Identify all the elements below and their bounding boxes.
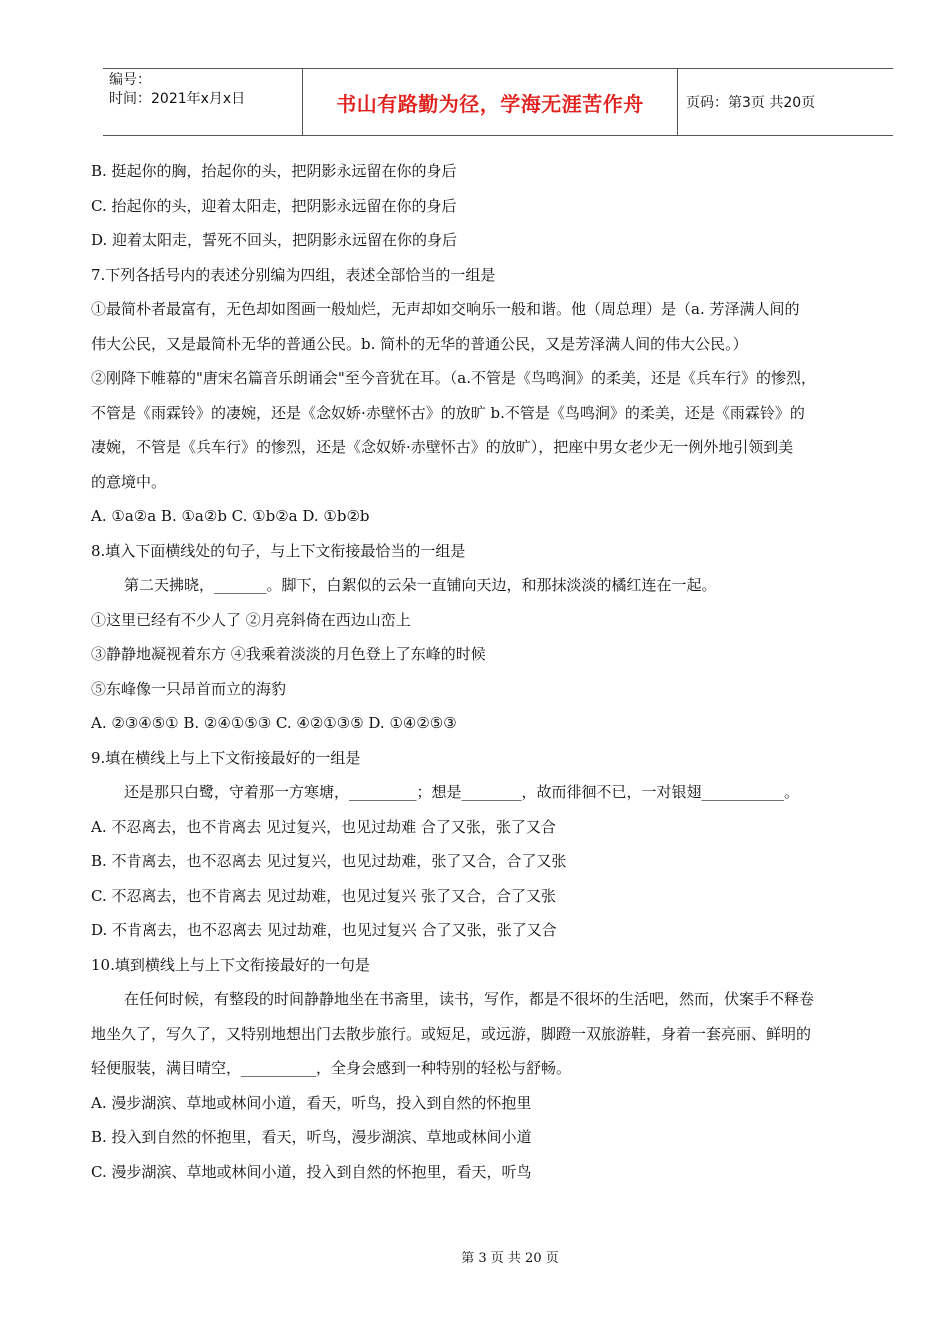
- text-line: B. 投入到自然的怀抱里，看天，听鸟，漫步湖滨、草地或林间小道: [91, 1128, 532, 1146]
- text-line: 轻便服装，满目晴空，__________，全身会感到一种特别的轻松与舒畅。: [91, 1059, 572, 1077]
- question-8: 8.填入下面横线处的句子，与上下文衔接最恰当的一组是: [91, 541, 466, 560]
- text-line: C. 漫步湖滨、草地或林间小道，投入到自然的怀抱里，看天，听鸟: [91, 1162, 532, 1181]
- text-line: ②刚降下帷幕的"唐宋名篇音乐朗诵会"至今音犹在耳。（a.不管是《鸟鸣涧》的柔美，还是《兵车行》的惨烈，: [91, 369, 817, 387]
- text-line: B. 挺起你的胸，抬起你的头，把阴影永远留在你的身后: [91, 162, 457, 180]
- text-line: B. 不肯离去，也不忍离去 见过复兴，也见过劫难，张了又合，合了又张: [91, 852, 567, 870]
- text-line: ③静静地凝视着东方 ④我乘着淡淡的月色登上了东峰的时候: [91, 645, 486, 663]
- question-7: 7.下列各括号内的表述分别编为四组，表述全部恰当的一组是: [91, 265, 496, 284]
- answer-options: A. ②③④⑤① B. ②④①⑤③ C. ④②①③⑤ D. ①④②⑤③: [91, 714, 457, 732]
- text-line: 不管是《雨霖铃》的凄婉，还是《念奴娇·赤壁怀古》的放旷 b.不管是《鸟鸣涧》的柔美，还是《雨霖铃》的: [91, 403, 805, 422]
- text-line: D. 不肯离去，也不忍离去 见过劫难，也见过复兴 合了又张，张了又合: [91, 921, 557, 939]
- text-line: 凄婉，不管是《兵车行》的惨烈，还是《念奴娇·赤壁怀古》的放旷），把座中男女老少无一例外地引领到美: [91, 438, 794, 456]
- question-10: 10.填到横线上与上下文衔接最好的一句是: [91, 955, 370, 974]
- number-label: 编号：: [109, 72, 151, 88]
- text-line: 的意境中。: [91, 472, 167, 491]
- time-label: 时间：2021年x月x日: [109, 91, 246, 107]
- answer-options: A. ①a②a B. ①a②b C. ①b②a D. ①b②b: [91, 507, 370, 525]
- text-line: A. 不忍离去，也不肯离去 见过复兴，也见过劫难 合了又张，张了又合: [91, 817, 556, 836]
- question-9: 9.填在横线上与上下文衔接最好的一组是: [91, 748, 361, 767]
- text-line: 伟大公民，又是最简朴无华的普通公民。b. 简朴的无华的普通公民，又是芳泽满人间的伟大公民。）: [91, 334, 748, 353]
- text-line: C. 抬起你的头，迎着太阳走，把阴影永远留在你的身后: [91, 196, 457, 215]
- text-line: A. 漫步湖滨、草地或林间小道，看天，听鸟，投入到自然的怀抱里: [91, 1093, 532, 1112]
- page-footer: 第 3 页 共 20 页: [461, 1251, 559, 1266]
- text-line: ①最简朴者最富有，无色却如图画一般灿烂，无声却如交响乐一般和谐。他（周总理）是（a. 芳泽满人间的: [91, 300, 800, 318]
- text-line: ①这里已经有不少人了 ②月亮斜倚在西边山峦上: [91, 610, 411, 629]
- text-line: 还是那只白鹭，守着那一方寒塘，_________；想是________，故而徘徊不已，一对银翅___________。: [124, 783, 800, 801]
- text-line: ⑤东峰像一只昂首而立的海豹: [91, 679, 287, 698]
- page-header: [103, 68, 893, 136]
- text-line: 在任何时候，有整段的时间静静地坐在书斋里，读书，写作，都是不很坏的生活吧，然而，伏案手不释卷: [124, 990, 815, 1008]
- header-meta: [103, 69, 303, 135]
- document-body: [91, 154, 911, 1189]
- text-line: 地坐久了，写久了，又特别地想出门去散步旅行。或短足，或远游，脚蹬一双旅游鞋，身着一套亮丽、鲜明的: [91, 1024, 812, 1043]
- text-line: D. 迎着太阳走，誓死不回头，把阴影永远留在你的身后: [91, 231, 458, 249]
- header-page-label: 页码：第3页 共20页: [686, 95, 816, 111]
- header-motto: 书山有路勤为径，学海无涯苦作舟: [303, 69, 678, 135]
- text-line: C. 不忍离去，也不肯离去 见过劫难，也见过复兴 张了又合，合了又张: [91, 886, 557, 905]
- text-line: 第二天拂晓，_______。脚下，白絮似的云朵一直铺向天边，和那抹淡淡的橘红连在一起。: [124, 576, 717, 594]
